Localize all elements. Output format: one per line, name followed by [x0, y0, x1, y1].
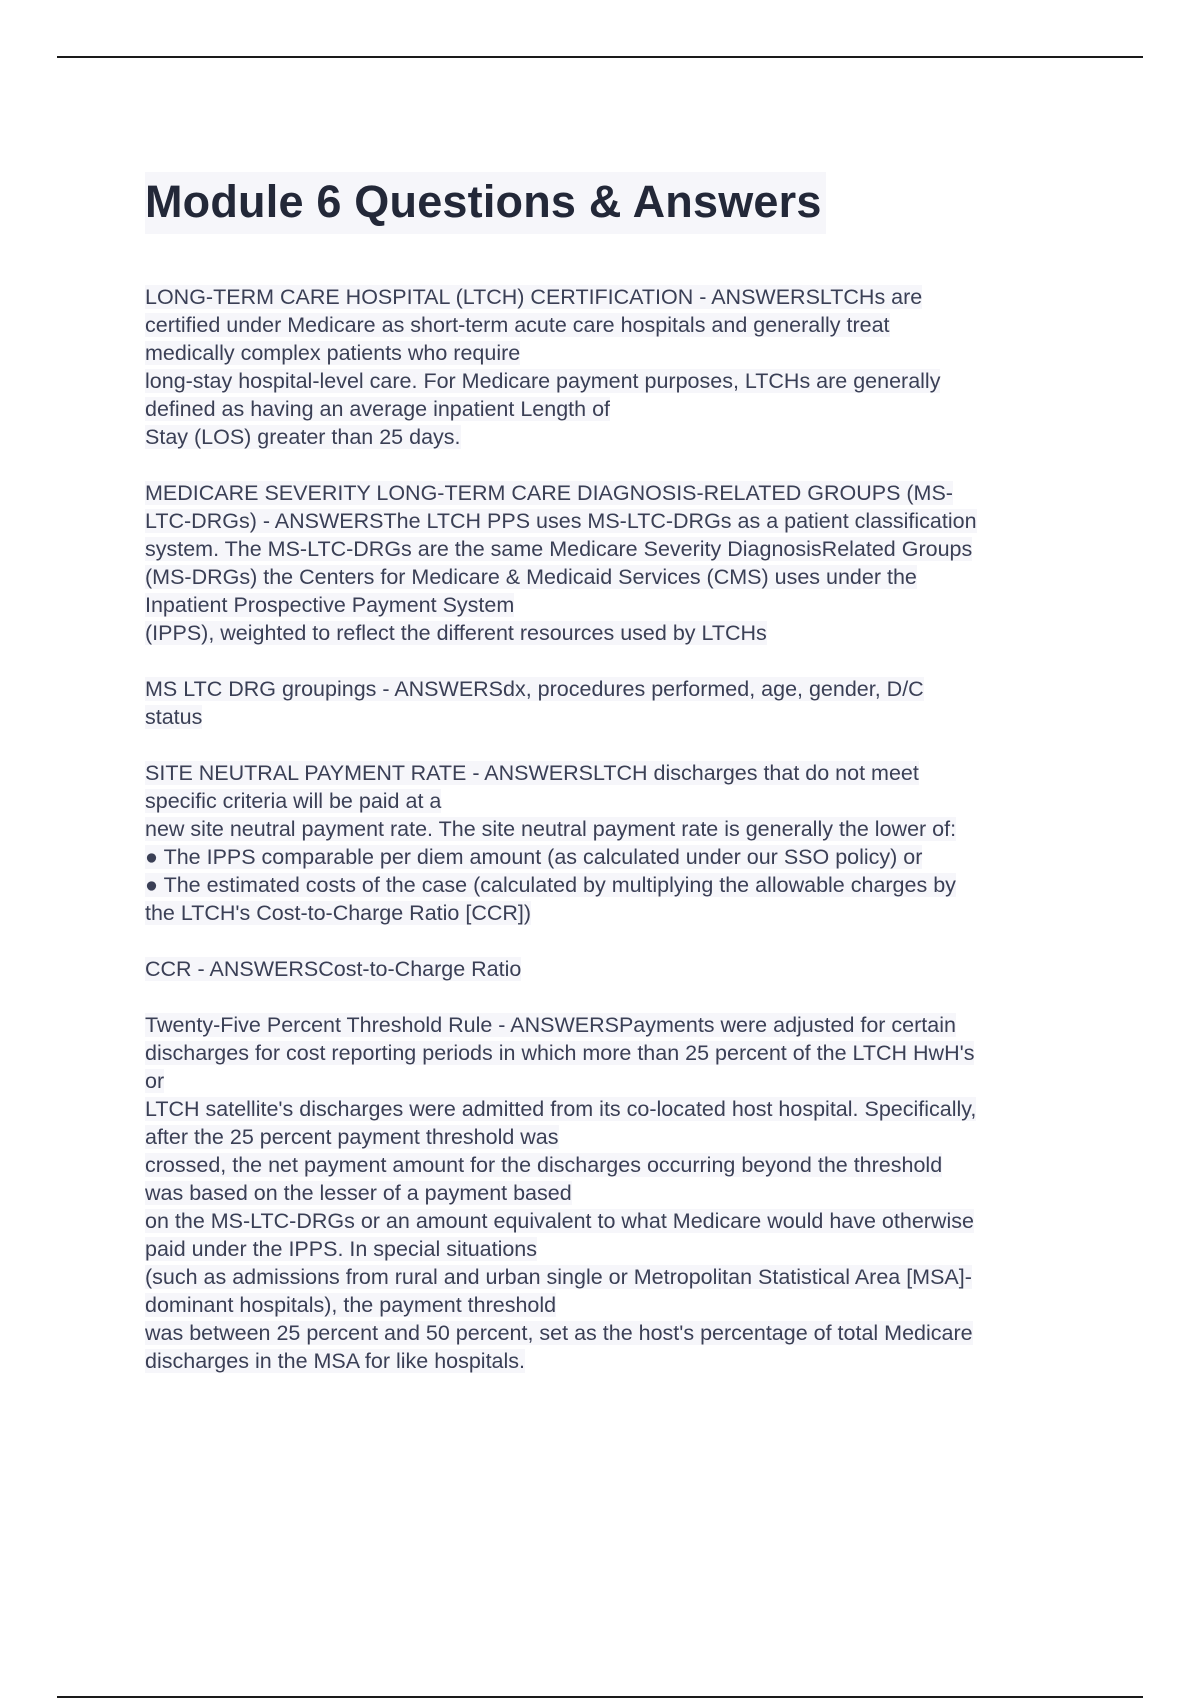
- text-line: on the MS-LTC-DRGs or an amount equivalent to what Medicare would have otherwise: [145, 1209, 974, 1233]
- text-line: (such as admissions from rural and urban single or Metropolitan Statistical Area [MSA]-: [145, 1265, 972, 1289]
- text-line: LTCH satellite's discharges were admitted from its co-located host hospital. Specifically,: [145, 1097, 977, 1121]
- text-line: LTC-DRGs) - ANSWERSThe LTCH PPS uses MS-LTC-DRGs as a patient classification: [145, 509, 977, 533]
- text-line: crossed, the net payment amount for the discharges occurring beyond the threshold: [145, 1153, 943, 1177]
- qa-entry-ms-ltc-drgs: [145, 479, 1095, 647]
- text-line: system. The MS-LTC-DRGs are the same Medicare Severity DiagnosisRelated Groups: [145, 537, 973, 561]
- text-line: was between 25 percent and 50 percent, set as the host's percentage of total Medicare: [145, 1321, 973, 1345]
- text-line: dominant hospitals), the payment threshold: [145, 1293, 557, 1317]
- qa-entry-ltch-certification: [145, 283, 1095, 451]
- text-line: MS LTC DRG groupings - ANSWERSdx, procedures performed, age, gender, D/C: [145, 677, 924, 701]
- text-line: or: [145, 1069, 165, 1093]
- title-block: [145, 172, 826, 234]
- text-line: LONG-TERM CARE HOSPITAL (LTCH) CERTIFICATION - ANSWERSLTCHs are: [145, 285, 923, 309]
- bullet-line: ● The IPPS comparable per diem amount (as calculated under our SSO policy) or: [145, 845, 923, 869]
- text-line: Twenty-Five Percent Threshold Rule - ANSWERSPayments were adjusted for certain: [145, 1013, 956, 1037]
- text-line: MEDICARE SEVERITY LONG-TERM CARE DIAGNOSIS-RELATED GROUPS (MS-: [145, 481, 953, 505]
- text-line: new site neutral payment rate. The site neutral payment rate is generally the lower of:: [145, 817, 957, 841]
- text-line: SITE NEUTRAL PAYMENT RATE - ANSWERSLTCH discharges that do not meet: [145, 761, 919, 785]
- text-line: (IPPS), weighted to reflect the different resources used by LTCHs: [145, 621, 767, 645]
- text-line: (MS-DRGs) the Centers for Medicare & Medicaid Services (CMS) uses under the: [145, 565, 917, 589]
- bullet-line: ● The estimated costs of the case (calculated by multiplying the allowable charges by: [145, 873, 956, 897]
- text-line: after the 25 percent payment threshold was: [145, 1125, 559, 1149]
- qa-entry-threshold-rule: [145, 1011, 1095, 1375]
- page-title: Module 6 Questions & Answers: [145, 176, 822, 227]
- text-line: status: [145, 705, 203, 729]
- text-line: long-stay hospital-level care. For Medicare payment purposes, LTCHs are generally: [145, 369, 941, 393]
- text-line: medically complex patients who require: [145, 341, 521, 365]
- text-line: CCR - ANSWERSCost-to-Charge Ratio: [145, 957, 522, 981]
- qa-entry-site-neutral-rate: [145, 759, 1095, 927]
- text-line: discharges for cost reporting periods in which more than 25 percent of the LTCH HwH's: [145, 1041, 975, 1065]
- text-line: was based on the lesser of a payment based: [145, 1181, 572, 1205]
- text-line: Inpatient Prospective Payment System: [145, 593, 515, 617]
- text-line: specific criteria will be paid at a: [145, 789, 442, 813]
- text-line: paid under the IPPS. In special situations: [145, 1237, 538, 1261]
- text-line: certified under Medicare as short-term acute care hospitals and generally treat: [145, 313, 890, 337]
- qa-entry-ccr: [145, 955, 1095, 983]
- text-line: defined as having an average inpatient Length of: [145, 397, 611, 421]
- text-line: Stay (LOS) greater than 25 days.: [145, 425, 461, 449]
- header-divider: [57, 56, 1143, 58]
- footer-divider: [57, 1696, 1143, 1698]
- text-line: the LTCH's Cost-to-Charge Ratio [CCR]): [145, 901, 532, 925]
- qa-entry-drg-groupings: [145, 675, 1095, 731]
- text-line: discharges in the MSA for like hospitals.: [145, 1349, 526, 1373]
- document-body: [145, 283, 1095, 1403]
